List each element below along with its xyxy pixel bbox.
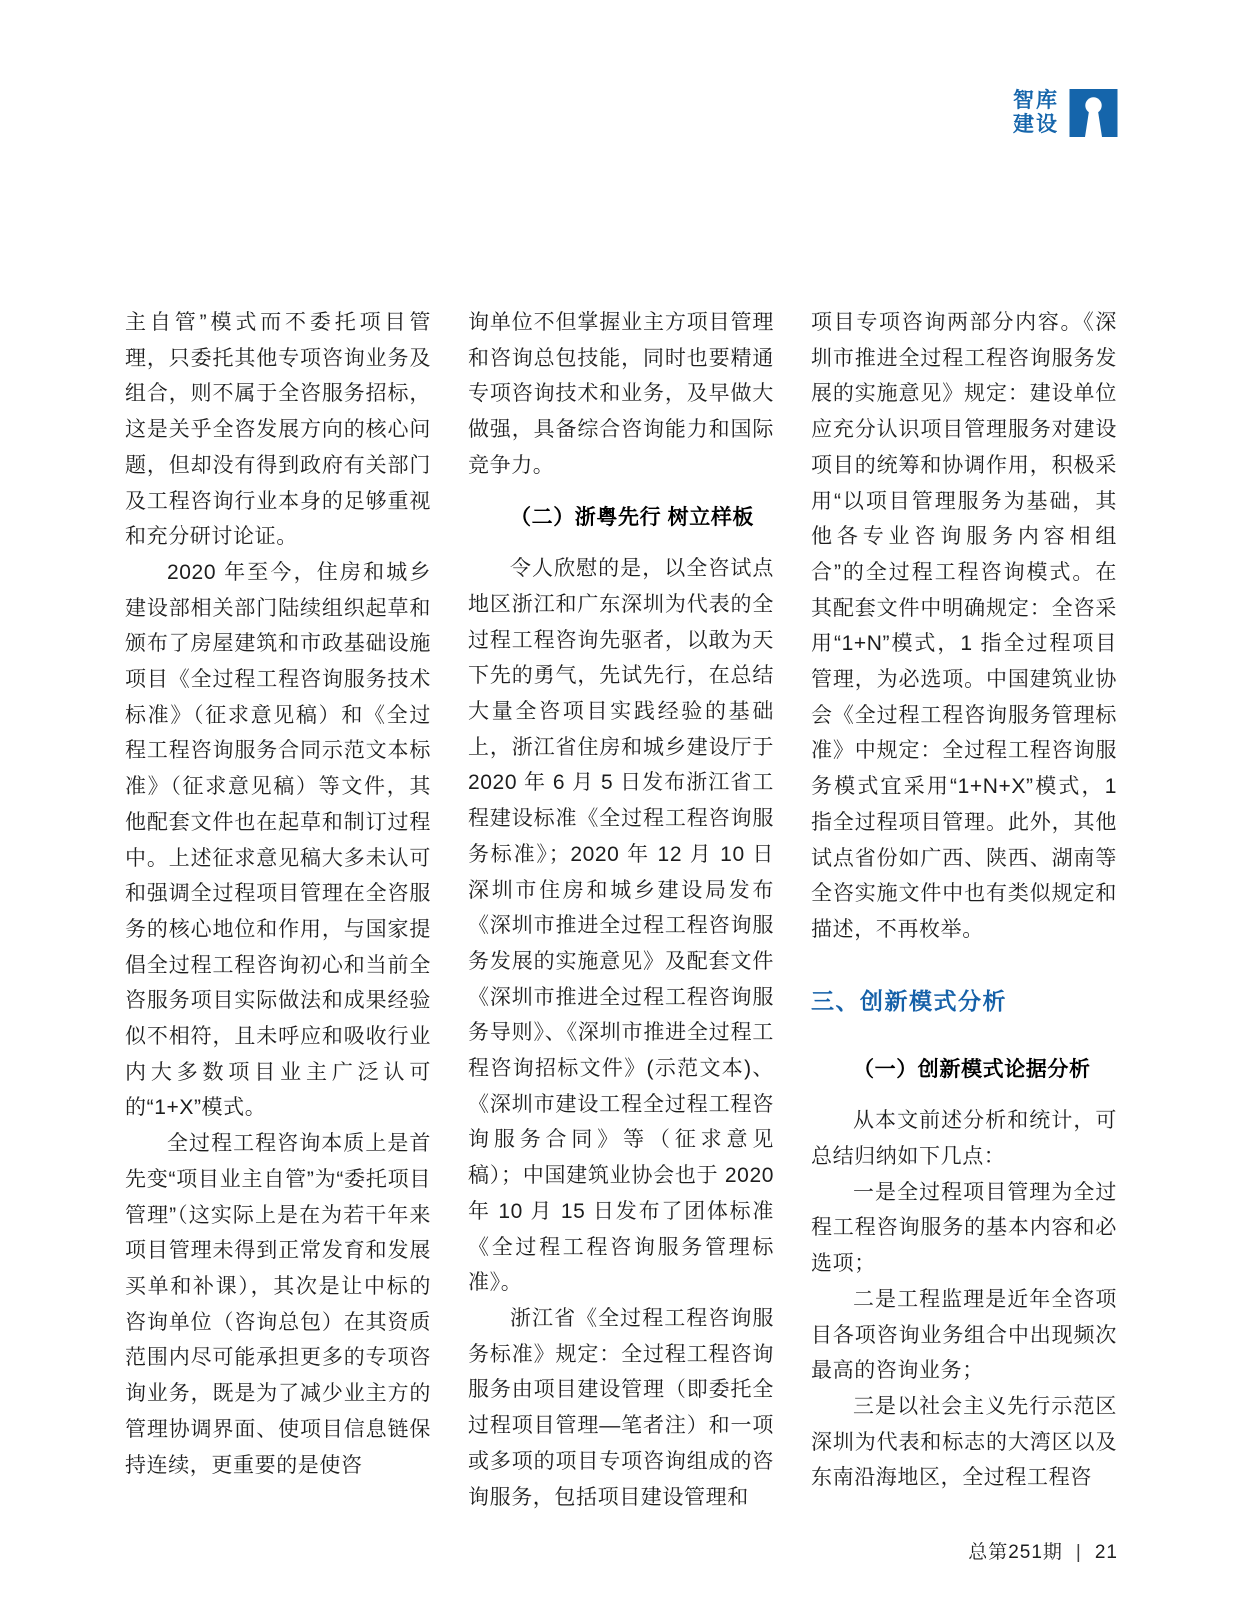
body-paragraph: 从本文前述分析和统计，可总结归纳如下几点： bbox=[811, 1109, 1117, 1169]
logo-text-line2: 建设 bbox=[1013, 113, 1059, 136]
page-number: 21 bbox=[1094, 1542, 1118, 1563]
logo bbox=[1013, 89, 1118, 137]
article-body bbox=[125, 305, 1117, 1510]
subsection-heading: （二）浙粤先行 树立样板 bbox=[510, 505, 755, 529]
body-paragraph: 全过程工程咨询本质上是首先变“项目业主自管”为“委托项目管理”（这实际上是在为若干年来项目管理未得到正常发育和发展买单和补课），其次是让中标的咨询单位（咨询总包）在其资质范围内尽可能承担更多的专项咨询业务，既是为了减少业主方的管理协调界面、使项目信息链保持连续，更重要的是使咨 bbox=[125, 1132, 431, 1477]
body-paragraph: 令人欣慰的是，以全咨试点地区浙江和广东深圳为代表的全过程工程咨询先驱者，以敢为天下先的勇气，先试先行，在总结大量全咨项目实践经验的基础上，浙江省住房和城乡建设厅于 2020 年 6 月 5 日发布浙江省工程建设标准《全过程工程咨询服务标准》；2020 年 12 月 10 日深圳市住房和城乡建设局发布《深圳市推进全过程工程咨询服务发展的实施意见》及配套文件《深圳市推进全过程工程咨询服务导则》、《深圳市推进全过程工程咨询招标文件》(示范文本)、《深圳市建设工程全过程工程咨询服务合同》等（征求意见稿）；中国建筑业协会也于 2020 年 10 月 15 日发布了团体标准《全过程工程咨询服务管理标准》。 bbox=[468, 557, 774, 1295]
issue-number: 总第251期 bbox=[968, 1542, 1063, 1563]
body-paragraph: 2020 年至今，住房和城乡建设部相关部门陆续组织起草和颁布了房屋建筑和市政基础设施项目《全过程工程咨询服务技术标准》（征求意见稿）和《全过程工程咨询服务合同示范文本标准》（征求意见稿）等文件，其他配套文件也在起草和制订过程中。上述征求意见稿大多未认可和强调全过程项目管理在全咨服务的核心地位和作用，与国家提倡全过程工程咨询初心和当前全咨服务项目实际做法和成果经验似不相符，且未呼应和吸收行业内大多数项目业主广泛认可的“1+X”模式。 bbox=[125, 560, 431, 1120]
page-footer bbox=[968, 1537, 1118, 1564]
footer-separator: | bbox=[1075, 1542, 1082, 1563]
keyhole-icon bbox=[1069, 89, 1118, 137]
column-3 bbox=[811, 305, 1117, 1510]
logo-text-line1: 智库 bbox=[1013, 89, 1059, 112]
section-heading: 三、创新模式分析 bbox=[811, 987, 1007, 1014]
body-paragraph: 一是全过程项目管理为全过程工程咨询服务的基本内容和必选项； bbox=[811, 1180, 1117, 1276]
subsection-heading: （一）创新模式论据分析 bbox=[853, 1057, 1091, 1081]
column-1 bbox=[125, 305, 431, 1510]
logo-text bbox=[1013, 89, 1059, 137]
body-paragraph: 三是以社会主义先行示范区深圳为代表和标志的大湾区以及东南沿海地区，全过程工程咨 bbox=[811, 1394, 1117, 1490]
body-paragraph: 询单位不但掌握业主方项目管理和咨询总包技能，同时也要精通专项咨询技术和业务，及早做大做强，具备综合咨询能力和国际竞争力。 bbox=[468, 311, 774, 477]
body-paragraph: 浙江省《全过程工程咨询服务标准》规定：全过程工程咨询服务由项目建设管理（即委托全过程项目管理—笔者注）和一项或多项的项目专项咨询组成的咨询服务，包括项目建设管理和 bbox=[468, 1306, 774, 1509]
body-paragraph: 项目专项咨询两部分内容。《深圳市推进全过程工程咨询服务发展的实施意见》规定：建设单位应充分认识项目管理服务对建设项目的统筹和协调作用，积极采用“以项目管理服务为基础，其他各专业咨询服务内容相组合”的全过程工程咨询模式。在其配套文件中明确规定：全咨采用“1+N”模式，1 指全过程项目管理，为必选项。中国建筑业协会《全过程工程咨询服务管理标准》中规定：全过程工程咨询服务模式宜采用“1+N+X”模式，1 指全过程项目管理。此外，其他试点省份如广西、陕西、湖南等全咨实施文件中也有类似规定和描述，不再枚举。 bbox=[811, 311, 1117, 941]
column-2 bbox=[468, 305, 774, 1510]
body-paragraph: 二是工程监理是近年全咨项目各项咨询业务组合中出现频次最高的咨询业务； bbox=[811, 1287, 1117, 1383]
body-paragraph: 主自管”模式而不委托项目管理，只委托其他专项咨询业务及组合，则不属于全咨服务招标，这是关乎全咨发展方向的核心问题，但却没有得到政府有关部门及工程咨询行业本身的足够重视和充分研讨论证。 bbox=[125, 311, 431, 549]
